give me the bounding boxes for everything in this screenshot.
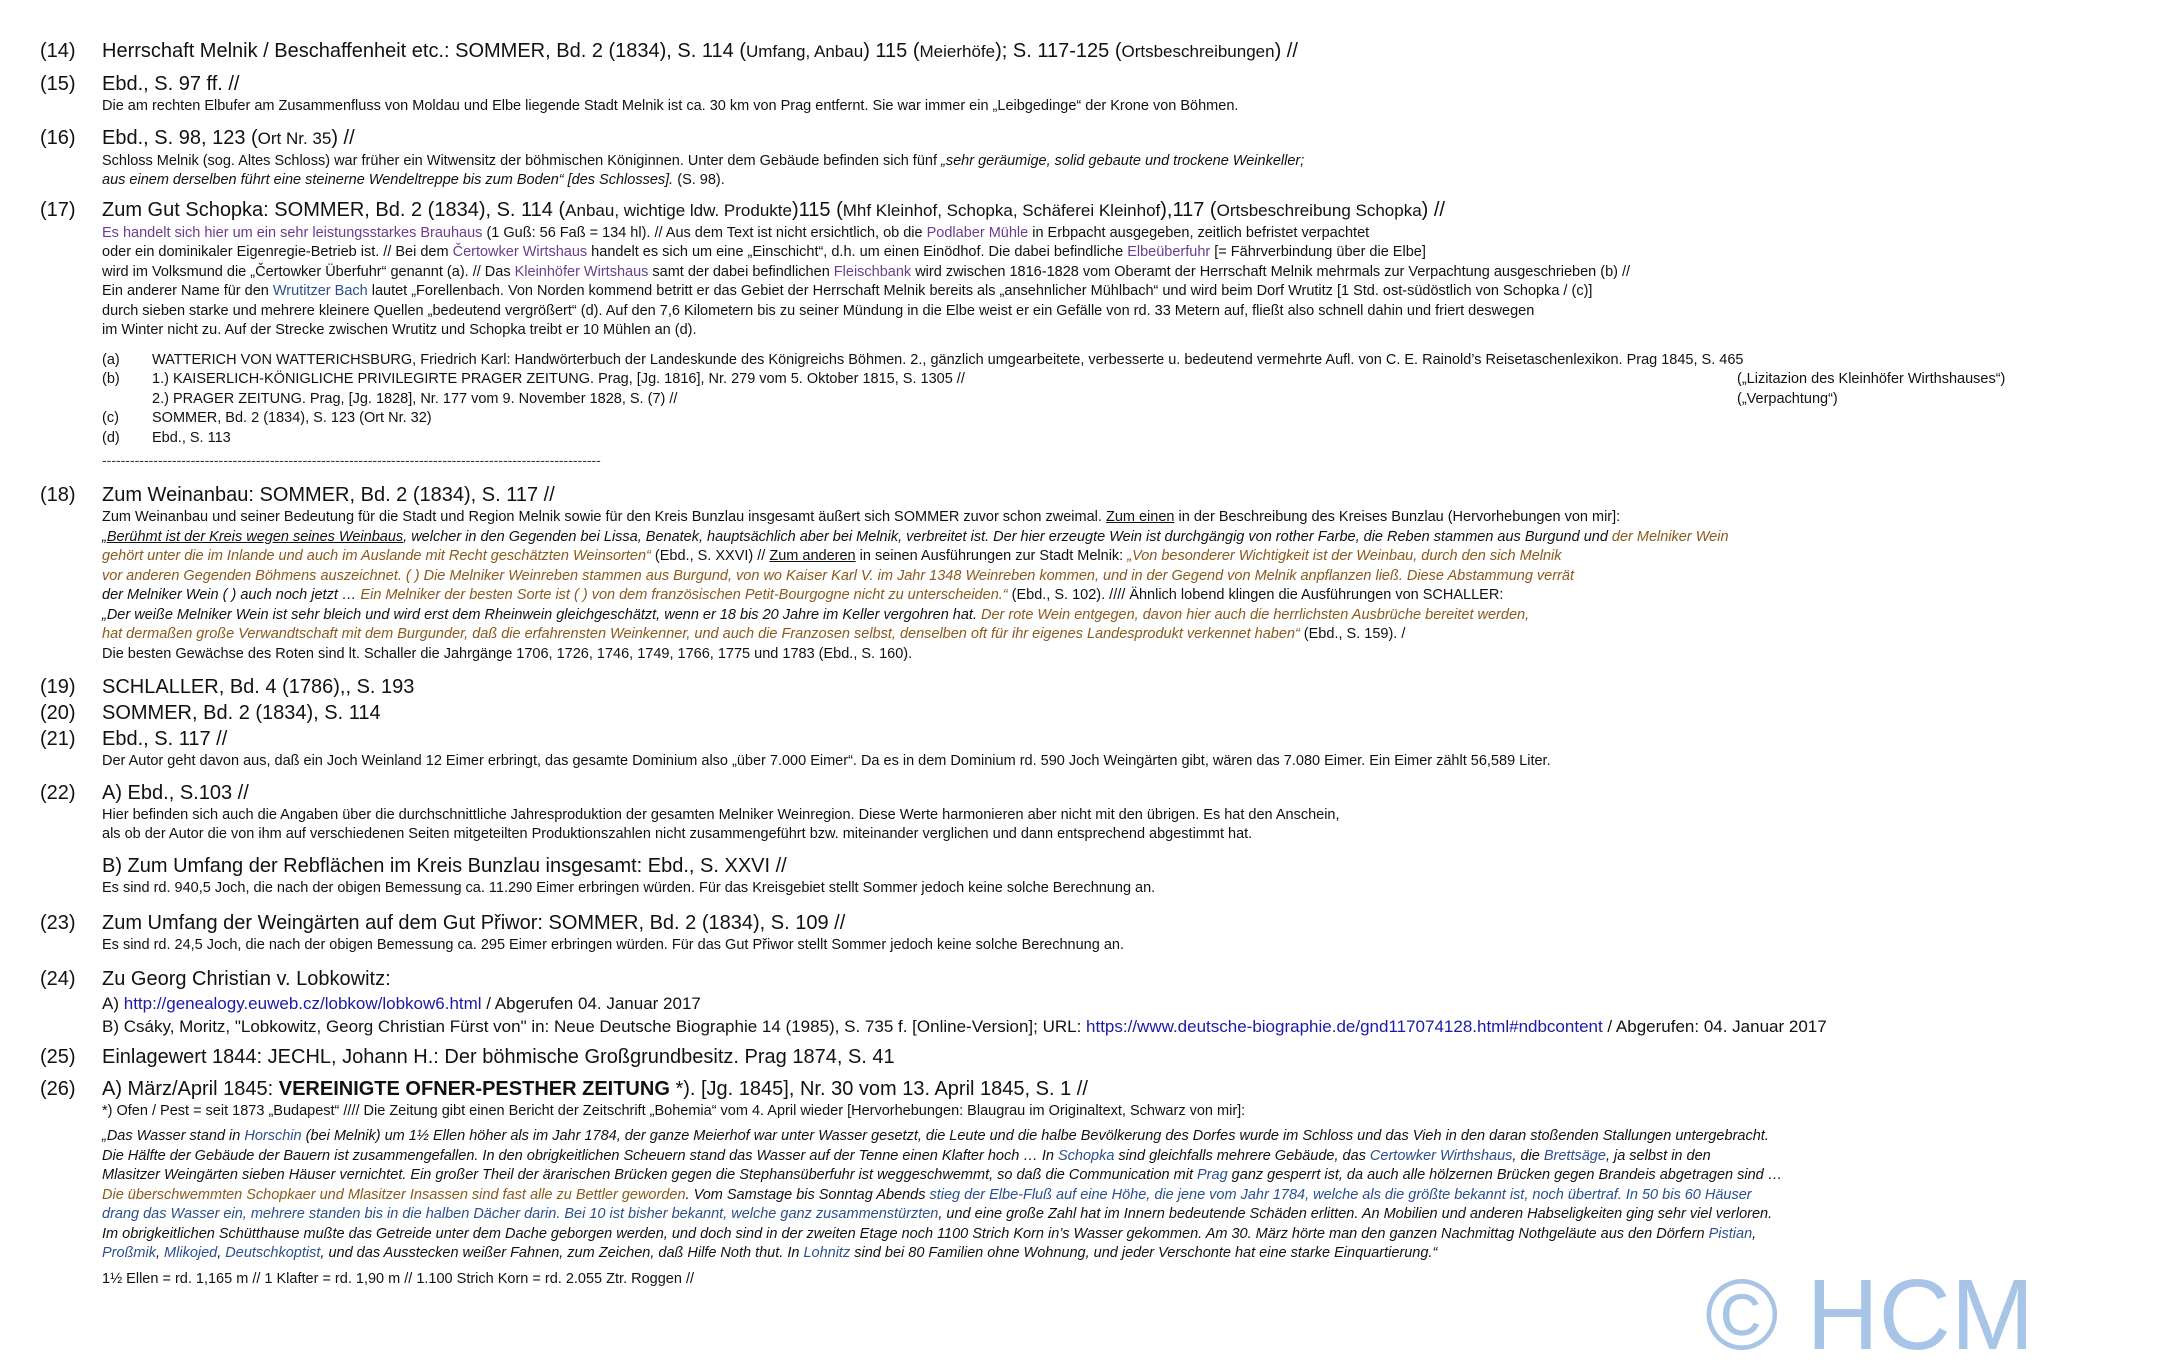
footnote-number: (21) [40,728,76,750]
footnotes-document [40,38,2150,1295]
footnote-text: Die am rechten Elbufer am Zusammenfluss von Moldau und Elbe liegende Stadt Melnik ist ca. 30 km von Prag entfernt. Sie war immer ein „Leibgedinge“ der Krone von Böhmen. [102,98,1239,114]
footnote-15 [40,71,2150,117]
footnote-text: Zum Weinanbau und seiner Bedeutung für die Stadt und Region Melnik sowie für den Kreis Bunzlau insgesamt äußert sich SOMMER zuvor schon zweimal. Zum einen in der Beschreibung des Kreises Bunzlau (Hervorhebungen von mir]: „Berühmt ist der Kreis wegen seines Weinbaus, welcher in den Gegenden bei Lissa, Benatek, hauptsächlich aber bei Melnik, verbreitet ist. Der hier erzeugte Wein ist durchgängig von rother Farbe, die Reben stammen aus Burgund und der Melniker Wein gehört unter die im Inlande und auch im Auslande mit Recht geschätzten Weinsorten“ (Ebd., S. XXVI) // Zum anderen in seinen Ausführungen zur Stadt Melnik: „Von besonderer Wichtigkeit ist der Weinbau, durch den sich Melnik vor anderen Gegenden Böhmens auszeichnet. ( ) Die Melniker Weinreben stammen aus Burgund, von wo Kaiser Karl V. im Jahr 1348 Weinreben kommen, und in der Gegend von Melnik anpflanzen ließ. Diese Abstammung verrät der Melniker Wein ( ) auch noch jetzt … Ein Melniker der besten Sorte ist ( ) von dem französischen Petit-Bourgogne nicht zu unterscheiden.“ (Ebd., S. 102). //// Ähnlich lobend klingen die Ausführungen von SCHALLER: „Der weiße Melniker Wein ist sehr bleich und wird erst dem Rheinwein gleichgeschätzt, wenn er 18 bis 20 Jahre im Keller vergohren hat. Der rote Wein entgegen, davon hier auch die herrlichsten Ausbrüche bereitet werden, hat dermaßen große Verwandtschaft mit dem Burgunder, daß die erfahrensten Weinkenner, und auch die Franzosen selbst, denselben oft für ihr eigenes Landesprodukt verkennet haben“ (Ebd., S. 159). / Die besten Gewächse des Roten sind lt. Schaller die Jahrgänge 1706, 1726, 1746, 1749, 1766, 1775 und 1783 (Ebd., S. 160). [102,509,1729,662]
footnote-text: Es sind rd. 940,5 Joch, die nach der obigen Bemessung ca. 11.290 Eimer erbringen würden. Für das Kreisgebiet stellt Sommer jedoch keine solche Berechnung an. [102,879,1156,896]
footnote-heading: A) Ebd., S.103 // [102,781,249,804]
source-a: A) http://genealogy.euweb.cz/lobkow/lobkow6.html / Abgerufen 04. Januar 2017 [102,993,701,1013]
footnote-heading: Zum Umfang der Weingärten auf dem Gut Přiwor: SOMMER, Bd. 2 (1834), S. 109 // [102,912,846,934]
footnote-26 [40,1076,2150,1290]
footnote-heading: Herrschaft Melnik / Beschaffenheit etc.: SOMMER, Bd. 2 (1834), S. 114 (Umfang, Anbau) 115 (Meierhöfe); S. 117-125 (Ortsbeschreibungen) // [102,40,1298,62]
footnote-heading: SCHLALLER, Bd. 4 (1786),, S. 193 [102,676,415,698]
footnote-heading: Zu Georg Christian v. Lobkowitz: [102,967,391,990]
reference-item: (b) 1.) KAISERLICH-KÖNIGLICHE PRIVILEGIRTE PRAGER ZEITUNG. Prag, [Jg. 1816], Nr. 279 vom 5. Oktober 1815, S. 1305 // („Lizitazion des Kleinhöfer Wirthshauses“) [102,371,2006,387]
footnote-heading: Ebd., S. 97 ff. // [102,73,240,95]
source-b: B) Csáky, Moritz, "Lobkowitz, Georg Christian Fürst von" in: Neue Deutsche Biographie 14 (1985), S. 735 f. [Online-Version]; URL: https://www.deutsche-biographie.de/gnd117074128.html#ndbcontent / Abgerufen: 04. Januar 2017 [102,1016,1827,1036]
footnote-16 [40,125,2150,191]
footnote-20 [40,700,2150,726]
footnote-17 [40,197,2150,469]
reference-item: (c) SOMMER, Bd. 2 (1834), S. 123 (Ort Nr. 32) [102,410,432,426]
footnote-24 [40,966,2150,1038]
reference-item: (a) WATTERICH VON WATTERICHSBURG, Friedrich Karl: Handwörterbuch der Landeskunde des Königreichs Böhmen. 2., gänzlich umgearbeitete, verbesserte u. bedeutend vermehrte Aufl. von C. E. Rainold’s Reisetaschenlexikon. Prag 1845, S. 465 [102,351,1744,368]
copyright-watermark: © HCM [1705,1259,2035,1371]
footnote-text: Es handelt sich hier um ein sehr leistungsstarkes Brauhaus (1 Guß: 56 Faß = 134 hl). // Aus dem Text ist nicht ersichtlich, ob die Podlaber Mühle in Erbpacht ausgegeben, zeitlich befristet verpachtet oder ein dominikaler Eigenregie-Betrieb ist. // Bei dem Čertowker Wirtshaus handelt es sich um eine „Einschicht“, d.h. um einen Einödhof. Die dabei befindliche Elbeüberfuhr [= Fährverbindung über die Elbe] wird im Volksmund die „Čertowker Überfuhr“ genannt (a). // Das Kleinhöfer Wirtshaus samt der dabei befindlichen Fleischbank wird zwischen 1816-1828 vom Oberamt der Herrschaft Melnik mehrmals zur Verpachtung ausgeschrieben (b) // Ein anderer Name für den Wrutitzer Bach lautet „Forellenbach. Von Norden kommend betritt er das Gebiet der Herrschaft Melnik bereits als „ansehnlicher Mühlbach“ und wird beim Dorf Wrutitz [1 Std. ost-südöstlich von Schopka / (c)] durch sieben starke und mehrere kleinere Quellen „bedeutend vergrößert“ (d). Auf den 7,6 Kilometern bis zu seiner Mündung in die Elbe weist er ein Gefälle von rd. 33 Metern auf, fließt also schnell dahin und friert deswegen im Winter nicht zu. Auf der Strecke zwischen Wrutitz und Schopka treibt er 10 Mühlen an (d). [102,224,1631,338]
footnote-number: (26) [40,1077,76,1100]
footnote-number: (16) [40,126,76,149]
footnote-heading: Zum Weinanbau: SOMMER, Bd. 2 (1834), S. 117 // [102,484,555,506]
footnote-heading: Einlagewert 1844: JECHL, Johann H.: Der böhmische Großgrundbesitz. Prag 1874, S. 41 [102,1045,895,1068]
separator-line: ----------------------------------------------------------------------------------------------------------- [102,452,601,468]
footnote-heading: Ebd., S. 117 // [102,728,228,750]
reference-item: (d) Ebd., S. 113 [102,429,231,446]
footnote-number: (23) [40,912,76,934]
footnote-23 [40,910,2150,956]
footnote-21 [40,726,2150,772]
deutsche-biographie-link[interactable]: https://www.deutsche-biographie.de/gnd117074128.html#ndbcontent [1086,1016,1603,1036]
footnote-number: (20) [40,702,76,724]
footnote-25 [40,1044,2150,1070]
footnote-note: *) Ofen / Pest = seit 1873 „Budapest“ //// Die Zeitung gibt einen Bericht der Zeitschrift „Bohemia“ vom 4. April wieder [Hervorhebungen: Blaugrau im Originaltext, Schwarz von mir]: [102,1102,1246,1119]
footnote-number: (22) [40,781,76,804]
footnote-number: (18) [40,484,76,506]
footnote-text: Schloss Melnik (sog. Altes Schloss) war früher ein Witwensitz der böhmischen Königinnen. Unter dem Gebäude befinden sich fünf „sehr geräumige, solid gebaute und trockene Weinkeller; aus einem derselben führt eine steinerne Wendeltreppe bis zum Boden“ [des Schlosses]. (S. 98). [102,152,1305,188]
footnote-subheading: B) Zum Umfang der Rebflächen im Kreis Bunzlau insgesamt: Ebd., S. XXVI // [102,854,787,877]
footnote-text: Es sind rd. 24,5 Joch, die nach der obigen Bemessung ca. 295 Eimer erbringen würden. Für das Gut Přiwor stellt Sommer jedoch keine solche Berechnung an. [102,937,1124,953]
reference-item: 2.) PRAGER ZEITUNG. Prag, [Jg. 1828], Nr. 177 vom 9. November 1828, S. (7) // („Verpachtung“) [152,390,1838,407]
footnote-22 [40,780,2150,899]
footnote-number: (25) [40,1045,76,1068]
footnote-number: (15) [40,73,76,95]
footnote-14 [40,38,2150,65]
unit-conversion: 1½ Ellen = rd. 1,165 m // 1 Klafter = rd. 1,90 m // 1.100 Strich Korn = rd. 2.055 Ztr. Roggen // [102,1270,695,1287]
footnote-text: Der Autor geht davon aus, daß ein Joch Weinland 12 Eimer erbringt, das gesamte Dominium also „über 7.000 Eimer“. Da es in dem Dominium rd. 590 Joch Weingärten gibt, wären das 7.080 Eimer. Ein Eimer zählt 56,589 Liter. [102,753,1551,769]
newspaper-quote: „Das Wasser stand in Horschin (bei Melnik) um 1½ Ellen höher als im Jahr 1784, der ganze Meierhof war unter Wasser gesetzt, die Leute und die halbe Bevölkerung des Dorfes wurde im Schloss und das Vieh in den daran stoßenden Stallungen untergebracht. Die Hälfte der Gebäude der Bauern ist zusammengefallen. In den obrigkeitlichen Scheuern stand das Wasser auf der Tenne einen Klafter hoch … In Schopka sind gleichfalls mehrere Gebäude, das Certowker Wirthshaus, die Brettsäge, ja selbst in den Mlasitzer Weingärten sieben Häuser vernichtet. Ein großer Theil der ärarischen Brücken gegen die Stephansüberfuhr ist weggeschwemmt, so daß die Communication mit Prag ganz gesperrt ist, da auch alle hölzernen Brücken gegen Brandeis abgetragen sind … Die überschwemmten Schopkaer und Mlasitzer Insassen sind fast alle zu Bettler geworden. Vom Samstage bis Sonntag Abends stieg der Elbe-Fluß auf eine Höhe, die jene vom Jahr 1784, welche als die größte bekannt ist, noch übertraf. In 50 bis 60 Häuser drang das Wasser ein, mehrere standen bis in die halben Dächer darin. Bei 10 ist bisher bekannt, welche ganz zusammenstürzten, und eine große Zahl hat im Innern bedeutende Schäden erlitten. An Mobilien und anderen Habseligkeiten ging sehr viel verloren. Im obrigkeitlichen Schütthause mußte das Getreide unter dem Dache geborgen werden, und doch sind in der zweiten Etage noch 1100 Strich Korn in’s Wasser gekommen. Am 30. März hörte man den ganzen Nachmittag Nothgeläute aus den Dörfern Pistian, Proßmik, Mlikojed, Deutschkoptist, und das Ausstecken weißer Fahnen, zum Zeichen, daß Hilfe Noth thut. In Lohnitz sind bei 80 Familien ohne Wohnung, und jeder Verschonte hat eine starke Einquartierung.“ [102,1128,1783,1261]
footnote-number: (14) [40,40,76,62]
footnote-number: (17) [40,198,76,221]
footnote-text: Hier befinden sich auch die Angaben über die durchschnittliche Jahresproduktion der gesamten Melniker Weinregion. Diese Werte harmonieren aber nicht mit den übrigen. Es hat den Anschein, als ob der Autor die von ihm auf verschiedenen Seiten mitgeteilten Produktionszahlen nicht zusammengeführt bzw. miteinander verglichen und dann entsprechend abgestimmt hat. [102,806,1340,842]
footnote-number: (19) [40,676,76,698]
footnote-heading: A) März/April 1845: VEREINIGTE OFNER-PESTHER ZEITUNG *). [Jg. 1845], Nr. 30 vom 13. April 1845, S. 1 // [102,1077,1088,1100]
genealogy-link[interactable]: http://genealogy.euweb.cz/lobkow/lobkow6.html [123,993,482,1013]
footnote-heading: Ebd., S. 98, 123 (Ort Nr. 35) // [102,126,355,149]
footnote-19 [40,674,2150,700]
footnote-18 [40,482,2150,664]
footnote-heading: Zum Gut Schopka: SOMMER, Bd. 2 (1834), S. 114 (Anbau, wichtige ldw. Produkte)115 (Mhf Kleinhof, Schopka, Schäferei Kleinhof),117 (Ortsbeschreibung Schopka) // [102,198,1445,221]
footnote-heading: SOMMER, Bd. 2 (1834), S. 114 [102,702,381,724]
reference-list [102,351,2150,449]
footnote-number: (24) [40,967,76,990]
